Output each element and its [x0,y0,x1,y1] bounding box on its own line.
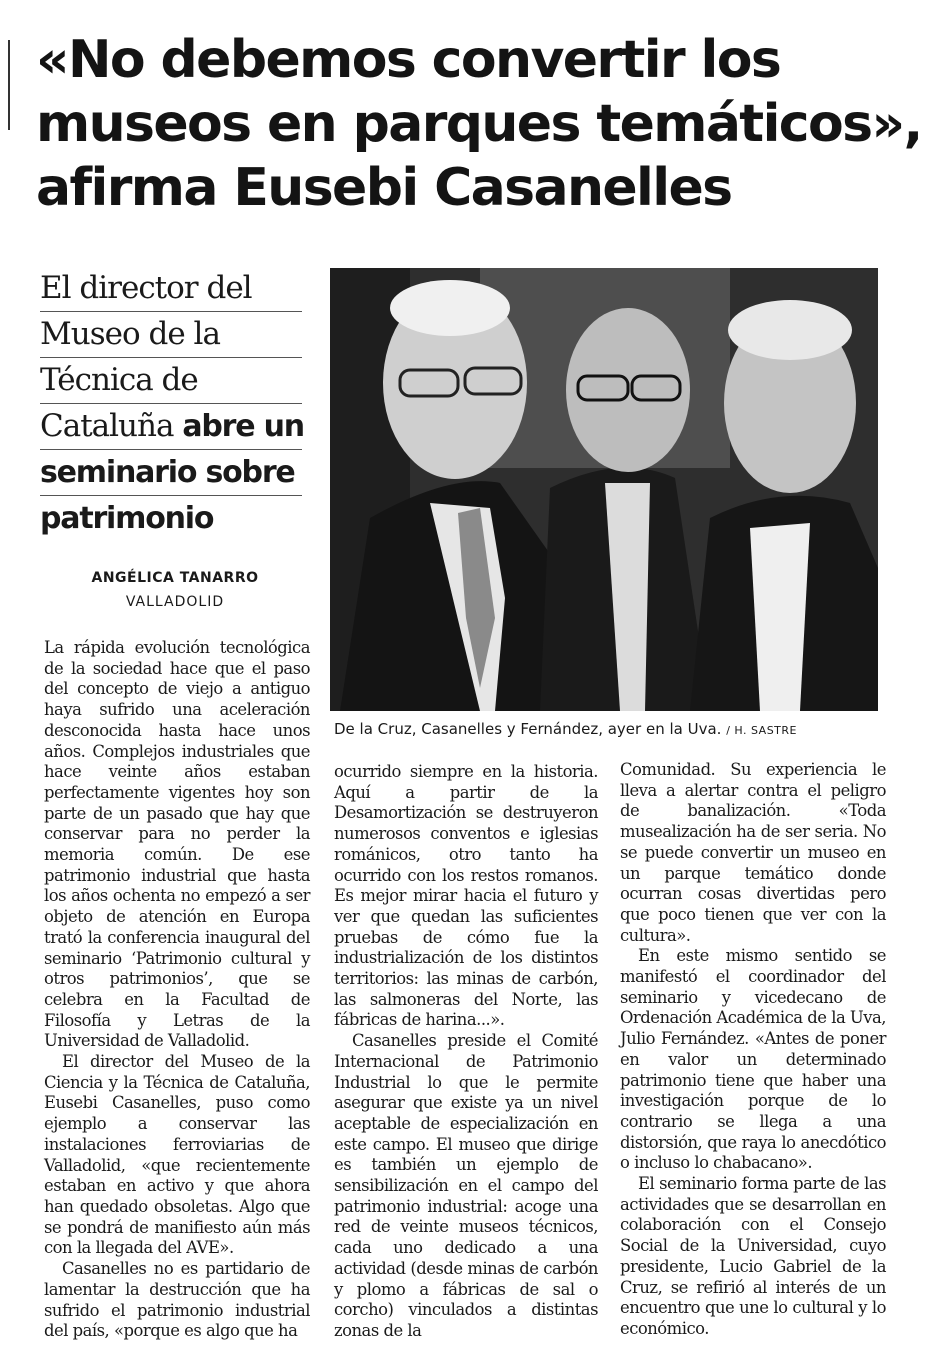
headline [36,28,922,220]
deck-regular-text: Cataluña [40,408,174,444]
photo-caption [334,720,894,738]
paragraph: El director del Museo de la Ciencia y la Técnica de Cataluña, Eusebi Casanelles, puso como ejemplo a conservar las instalaciones ferroviarias de Valladolid, «que recientemente estaban en activo y que ahora han quedado obsoletas. Algo que se pondrá de manifiesto aún más con la llegada del AVE». [44,1052,310,1258]
paragraph: En este mismo sentido se manifestó el coordinador del seminario y vicedecano de Ordenación Académica de la Uva, Julio Fernández. «Antes de poner en valor un determinado patrimonio tiene que haber una investigación porque de lo contrario se llega a una distorsión, que raya lo anecdótico o incluso lo chabacano». [620,946,886,1173]
deck-line: El director del [40,266,302,312]
byline-author: ANGÉLICA TANARRO [91,570,259,586]
headline-line: afirma Eusebi Casanelles [36,158,732,218]
paragraph: ocurrido siempre en la historia. Aquí a partir de la Desamortización se destruyeron numerosos conventos e iglesias románicos, otro tanto ha ocurrido con los restos romanos. Es mejor mirar hacia el futuro y ver que quedan las suficientes pruebas de cómo fue la industrialización de los distintos territorios: las minas de carbón, las salmoneras del Norte, las fábricas de harina...». [334,762,598,1030]
paragraph: La rápida evolución tecnológica de la sociedad hace que el paso del concepto de viejo a antiguo haya sufrido una aceleración desconocida hasta hace unos años. Complejos industriales que hace veinte años estaban perfectamente vigentes hoy son parte de un pasado que hay que conservar para no perder la memoria común. De ese patrimonio industrial que hasta los años ochenta no empezó a ser objeto de atención en Europa trató la conferencia inaugural del seminario ‘Patrimonio cultural y otros patrimonios’, que se celebra en la Facultad de Filosofía y Letras de la Universidad de Valladolid. [44,638,310,1051]
headline-line: «No debemos convertir los [36,30,781,90]
byline-location: VALLADOLID [125,594,225,610]
deck-line: Museo de la [40,312,302,358]
deck-subheadline [40,266,302,541]
headline-line: museos en parques temáticos», [36,94,922,154]
paragraph: Comunidad. Su experiencia le lleva a alertar contra el peligro de banalización. «Toda musealización ha de ser seria. No se puede convertir un museo en un parque temático donde ocurran cosas divertidas pero que poco tienen que ver con la cultura». [620,760,886,945]
photo-credit: / H. SASTRE [726,724,797,737]
deck-line [40,404,302,450]
caption-text: De la Cruz, Casanelles y Fernández, ayer en la Uva. [334,720,722,738]
paragraph: El seminario forma parte de las actividades que se desarrollan en colaboración con el Consejo Social de la Universidad, cuyo presidente, Lucio Gabriel de la Cruz, se refirió al interés de un encuentro que une lo cultural y lo económico. [620,1174,886,1338]
photo-illustration [330,268,878,711]
article-column-1 [44,638,310,1342]
news-photo [330,268,878,711]
deck-line: patrimonio [40,501,214,536]
paragraph: Casanelles preside el Comité Internacional de Patrimonio Industrial lo que le permite asegurar que existe ya un nivel aceptable de especialización en este campo. El museo que dirige es también un ejemplo de sensibilización en el campo del patrimonio industrial: acoge una red de veinte museos técnicos, cada uno dedicado a una actividad (desde minas de carbón y plomo a fábricas de sal o corcho) vinculados a distintas zonas de la [334,1031,598,1340]
deck-bold-text: abre un [182,409,304,444]
deck-line: seminario sobre [40,450,302,496]
article-column-3 [620,760,886,1340]
deck-line: Técnica de [40,358,302,404]
article-column-2 [334,762,598,1342]
paragraph: Casanelles no es partidario de lamentar la destrucción que ha sufrido el patrimonio industrial del país, «porque es algo que ha [44,1259,310,1341]
margin-rule [8,40,10,130]
